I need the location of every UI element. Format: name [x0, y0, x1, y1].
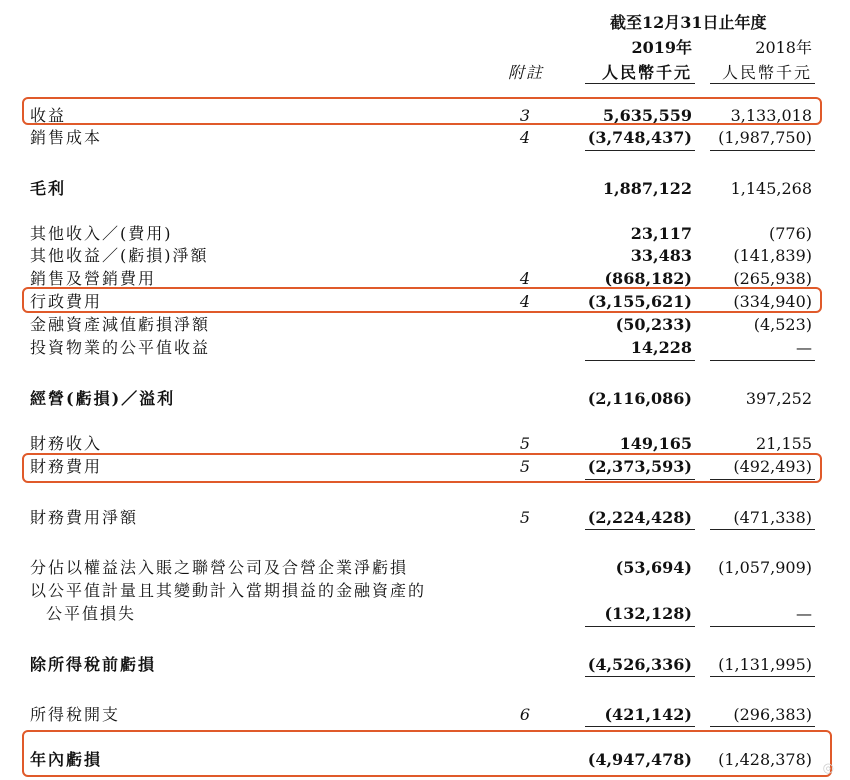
row-finance-income: [0, 433, 850, 455]
value-2018: 397,252: [745, 389, 812, 408]
row-note: 4: [519, 269, 531, 288]
row-gross-profit: [0, 178, 850, 200]
subtotal-rule-2019: [585, 626, 695, 627]
subtotal-rule-2019: [585, 360, 695, 361]
row-label: 所得稅開支: [30, 705, 121, 724]
row-label: 以公平值計量且其變動計入當期損益的金融資產的: [30, 581, 427, 600]
value-2019: 33,483: [630, 246, 692, 265]
value-2019: (132,128): [604, 604, 692, 623]
value-2018: 1,145,268: [730, 179, 812, 198]
value-2018: —: [796, 338, 812, 357]
row-label: 公平值損失: [46, 604, 137, 623]
row-label: 財務費用: [30, 457, 103, 476]
value-2019: (4,526,336): [587, 655, 692, 674]
value-2019: (3,748,437): [587, 128, 692, 147]
subtotal-rule-2018: [710, 626, 815, 627]
row-note: 6: [519, 705, 531, 724]
row-note: 5: [519, 434, 531, 453]
subtotal-rule-2018: [710, 676, 815, 677]
row-note: 4: [519, 292, 531, 311]
subtotal-rule-2018: [710, 360, 815, 361]
value-2018: (776): [768, 224, 812, 243]
year-2018-header: 2018年: [755, 38, 812, 57]
value-2018: (1,131,995): [718, 655, 812, 674]
value-2018: (1,428,378): [718, 750, 812, 769]
value-2018: 21,155: [756, 434, 812, 453]
value-2019: 1,887,122: [602, 179, 692, 198]
row-other-income: [0, 223, 850, 245]
value-2018: —: [796, 604, 812, 623]
row-label: 其他收入／(費用): [30, 224, 173, 243]
row-label: 經營(虧損)／溢利: [30, 389, 176, 408]
highlight-finance-costs: [22, 453, 822, 483]
value-2019: 23,117: [630, 224, 692, 243]
row-income-tax: [0, 704, 850, 726]
row-label: 銷售及營銷費用: [30, 269, 157, 288]
row-label: 收益: [30, 106, 67, 125]
row-note: 3: [519, 106, 531, 125]
row-fvtpl-losses: [0, 603, 850, 625]
value-2019: (2,224,428): [587, 508, 692, 527]
subtotal-rule-2019: [585, 150, 695, 151]
value-2018: 3,133,018: [730, 106, 812, 125]
row-label: 年內虧損: [30, 750, 103, 769]
watermark: ◎: [822, 761, 834, 776]
row-label: 毛利: [30, 179, 67, 198]
value-2018: (471,338): [733, 508, 812, 527]
value-2019: 149,165: [619, 434, 692, 453]
highlight-admin-expenses: [22, 287, 822, 313]
value-2018: (1,987,750): [718, 128, 812, 147]
highlight-revenue: [22, 97, 822, 125]
row-label: 除所得稅前虧損: [30, 655, 157, 674]
unit-2018-header: 人民幣千元: [721, 63, 812, 82]
subtotal-rule-2019: [585, 726, 695, 727]
value-2019: (2,373,593): [587, 457, 692, 476]
period-header: 截至12月31日止年度: [610, 13, 767, 32]
value-2019: 14,228: [630, 338, 692, 357]
row-investment-property-gains: [0, 337, 850, 359]
value-2018: (141,839): [733, 246, 812, 265]
value-2018: (4,523): [753, 315, 812, 334]
value-2019: (868,182): [604, 269, 692, 288]
value-2019: (421,142): [604, 705, 692, 724]
value-2018: (1,057,909): [718, 558, 812, 577]
value-2019: (4,947,478): [587, 750, 692, 769]
subtotal-rule-2019: [585, 676, 695, 677]
row-label: 行政費用: [30, 292, 103, 311]
row-label: 分佔以權益法入賬之聯營公司及合營企業淨虧損: [30, 558, 409, 577]
value-2018: (492,493): [733, 457, 812, 476]
value-2018: (265,938): [733, 269, 812, 288]
unit-2019-header: 人民幣千元: [601, 63, 692, 82]
value-2019: (53,694): [615, 558, 692, 577]
row-label: 金融資產減值虧損淨額: [30, 315, 211, 334]
value-2019: (50,233): [615, 315, 692, 334]
row-share-of-associates: [0, 557, 850, 579]
subtotal-rule-2018: [710, 150, 815, 151]
row-loss-before-tax: [0, 654, 850, 676]
value-2019: (3,155,621): [587, 292, 692, 311]
row-note: 4: [519, 128, 531, 147]
row-label: 投資物業的公平值收益: [30, 338, 211, 357]
highlight-loss-for-year: [22, 730, 832, 777]
row-note: 5: [519, 508, 531, 527]
subtotal-rule-2018: [710, 726, 815, 727]
subtotal-rule-2019: [585, 529, 695, 530]
row-label: 財務收入: [30, 434, 103, 453]
row-note: 5: [519, 457, 531, 476]
row-cost-of-sales: [0, 127, 850, 149]
value-2018: (296,383): [733, 705, 812, 724]
header-underline-2019: [585, 83, 695, 84]
row-net-finance-costs: [0, 507, 850, 529]
row-label: 銷售成本: [30, 128, 103, 147]
subtotal-rule-2018: [710, 529, 815, 530]
value-2019: (2,116,086): [587, 389, 692, 408]
row-fvtpl-line1: [0, 580, 850, 602]
note-column-header: 附註: [508, 63, 545, 82]
header-underline-2018: [710, 83, 815, 84]
row-label: 其他收益／(虧損)淨額: [30, 246, 209, 265]
row-impairment-losses: [0, 314, 850, 336]
value-2019: 5,635,559: [602, 106, 692, 125]
row-operating-result: [0, 388, 850, 410]
value-2018: (334,940): [733, 292, 812, 311]
row-other-gains: [0, 245, 850, 267]
row-label: 財務費用淨額: [30, 508, 139, 527]
year-2019-header: 2019年: [631, 38, 692, 57]
